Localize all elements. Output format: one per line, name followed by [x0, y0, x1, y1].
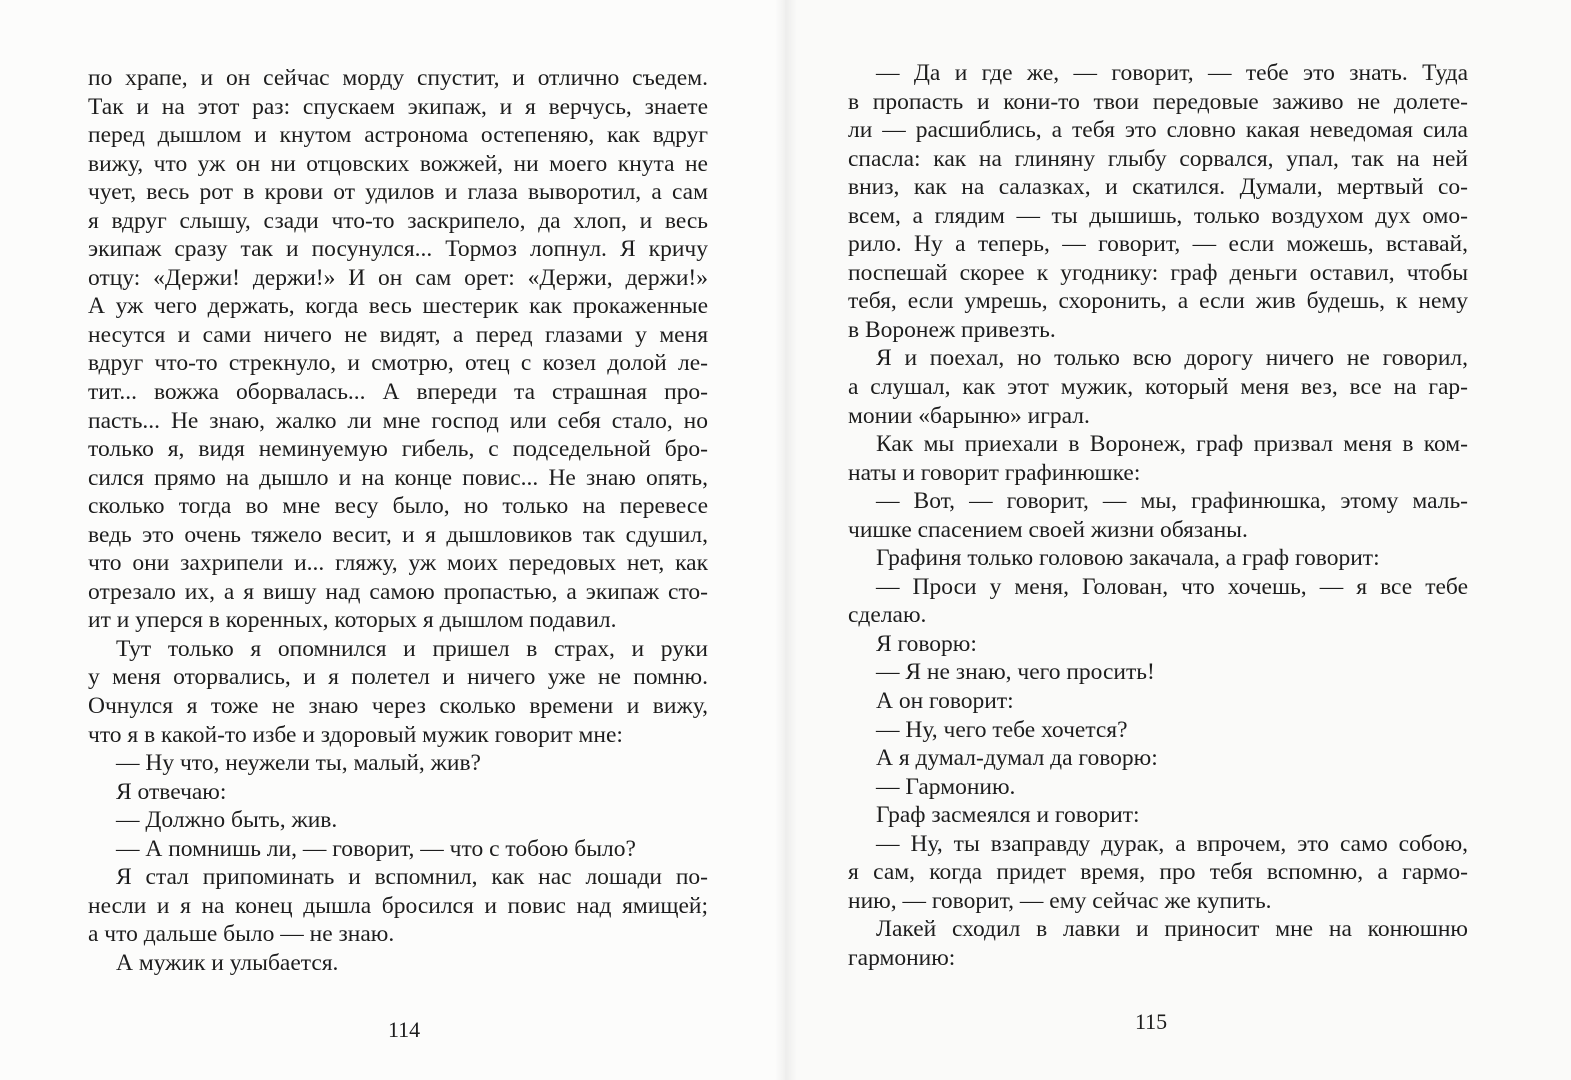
text-line: я вдруг слышу, сзади что-то заскрипело, да хлоп, и весь: [88, 207, 708, 234]
text-line: чишке спасением своей жизни обязаны.: [848, 516, 1248, 543]
page-number-left: 114: [388, 1017, 421, 1042]
text-line: нию, — говорит, — ему сейчас же купить.: [848, 887, 1272, 914]
text-line: ведь это очень тяжело весит, и я дышловиков так сдушил,: [88, 521, 708, 548]
text-line: Очнулся я тоже не знаю через сколько времени и вижу,: [88, 693, 708, 720]
text-line: отцу: «Держи! держи!» И он сам орет: «Держи, держи!»: [88, 264, 708, 291]
text-line: монии «барыню» играл.: [848, 402, 1090, 429]
text-line: в пропасть и кони-то твои передовые заживо не долете-: [848, 88, 1468, 115]
text-line: тебя, если умрешь, схоронить, а если жив будешь, к нему: [848, 288, 1468, 315]
text-line: — Ну что, неужели ты, малый, жив?: [116, 750, 481, 777]
left-page-text: [88, 64, 708, 978]
text-line: — Ну, чего тебе хочется?: [876, 716, 1128, 743]
text-line: А он говорит:: [876, 688, 1014, 715]
book-gutter: [775, 0, 797, 1080]
text-line: что я в какой-то избе и здоровый мужик говорит мне:: [88, 721, 623, 748]
text-line: сделаю.: [848, 602, 927, 629]
text-line: вижу, что уж он ни отцовских вожжей, ни моего кнута не: [88, 150, 708, 177]
text-line: Я отвечаю:: [116, 778, 227, 805]
text-line: Тут только я опомнился и пришел в страх, и руки: [116, 635, 708, 662]
text-line: экипаж сразу так и посунулся... Тормоз лопнул. Я кричу: [88, 236, 708, 263]
text-line: Я и поехал, но только всю дорогу ничего не говорил,: [876, 345, 1468, 372]
text-line: — А помнишь ли, — говорит, — что с тобою было?: [116, 835, 636, 862]
left-page: [0, 0, 785, 1080]
text-line: сился прямо на дышло и на конце повис... Не знаю опять,: [88, 464, 708, 491]
text-line: вниз, как на салазках, и скатился. Думали, мертвый со-: [848, 174, 1468, 201]
text-line: у меня оторвались, и я полетел и ничего уже не помню.: [88, 664, 708, 691]
page-number-right: 115: [1135, 1009, 1168, 1034]
text-line: а слушал, как этот мужик, который меня вез, все на гар-: [848, 374, 1468, 401]
text-line: я сам, когда придет время, про тебя вспомню, а гармо-: [848, 859, 1468, 886]
text-line: А мужик и улыбается.: [116, 949, 339, 976]
text-line: ли — расшиблись, а тебя это словно какая неведомая сила: [848, 117, 1468, 144]
text-line: несли и я на конец дышла бросился и повис над ямищей;: [88, 892, 708, 919]
text-line: Я говорю:: [876, 630, 977, 657]
text-line: а что дальше было — не знаю.: [88, 921, 395, 948]
right-page-text: [848, 59, 1468, 973]
text-line: Так и на этот раз: спускаем экипаж, и я верчусь, знаете: [88, 93, 708, 120]
text-line: вдруг что-то стрекнуло, и смотрю, отец с козел долой ле-: [88, 350, 708, 377]
text-line: ит и уперся в коренных, которых я дышлом подавил.: [88, 607, 617, 634]
text-line: пасть... Не знаю, жалко ли мне господ или себя стало, но: [88, 407, 708, 434]
text-line: — Проси у меня, Голован, что хочешь, — я все тебе: [876, 573, 1468, 600]
text-line: только я, видя неминуемую гибель, с подседельной бро-: [88, 436, 708, 463]
text-line: — Гармонию.: [876, 773, 1016, 800]
text-line: Граф засмеялся и говорит:: [876, 802, 1140, 829]
text-line: Как мы приехали в Воронеж, граф призвал меня в ком-: [876, 431, 1468, 458]
text-line: рило. Ну а теперь, — говорит, — если можешь, вставай,: [848, 231, 1468, 258]
text-line: отрезало их, а я вишу над самою пропастью, а экипаж сто-: [88, 578, 708, 605]
text-line: перед дышлом и кнутом астронома остепеняю, как вдруг: [88, 122, 708, 149]
text-line: всем, а глядим — ты дышишь, только воздухом дух омо-: [848, 202, 1468, 229]
text-line: спасла: как на глиняну глыбу сорвался, упал, так на ней: [848, 145, 1468, 172]
text-line: А я думал-думал да говорю:: [876, 745, 1158, 772]
text-line: несутся и сами ничего не видят, а перед глазами у меня: [88, 321, 708, 348]
text-line: Лакей сходил в лавки и приносит мне на конюшню: [876, 916, 1468, 943]
text-line: — Я не знаю, чего просить!: [876, 659, 1155, 686]
text-line: Я стал припоминать и вспомнил, как нас лошади по-: [116, 864, 708, 891]
text-line: сколько тогда во мне весу было, но только на перевесе: [88, 493, 708, 520]
text-line: наты и говорит графинюшке:: [848, 459, 1141, 486]
text-line: поспешай скорее к угоднику: граф деньги оставил, чтобы: [848, 259, 1468, 286]
text-line: тит... вожжа оборвалась... А впереди та страшная про-: [88, 379, 708, 406]
text-line: — Да и где же, — говорит, — тебе это знать. Туда: [876, 60, 1468, 86]
text-line: — Должно быть, жив.: [116, 807, 338, 834]
text-line: гармонию:: [848, 944, 956, 971]
text-line: Графиня только головою закачала, а граф говорит:: [876, 545, 1380, 572]
right-page: [785, 0, 1571, 1080]
text-line: по храпе, и он сейчас морду спустит, и отлично съедем.: [88, 65, 708, 91]
text-line: в Воронеж привезть.: [848, 316, 1056, 343]
text-line: А уж чего держать, когда весь шестерик как прокаженные: [88, 293, 708, 320]
text-line: — Вот, — говорит, — мы, графинюшка, этому маль-: [876, 488, 1468, 515]
text-line: что они захрипели и... гляжу, уж моих передовых нет, как: [88, 550, 708, 577]
text-line: — Ну, ты взаправду дурак, а впрочем, это само собою,: [876, 830, 1468, 857]
text-line: чует, весь рот в крови от удилов и глаза выворотил, а сам: [88, 179, 708, 206]
